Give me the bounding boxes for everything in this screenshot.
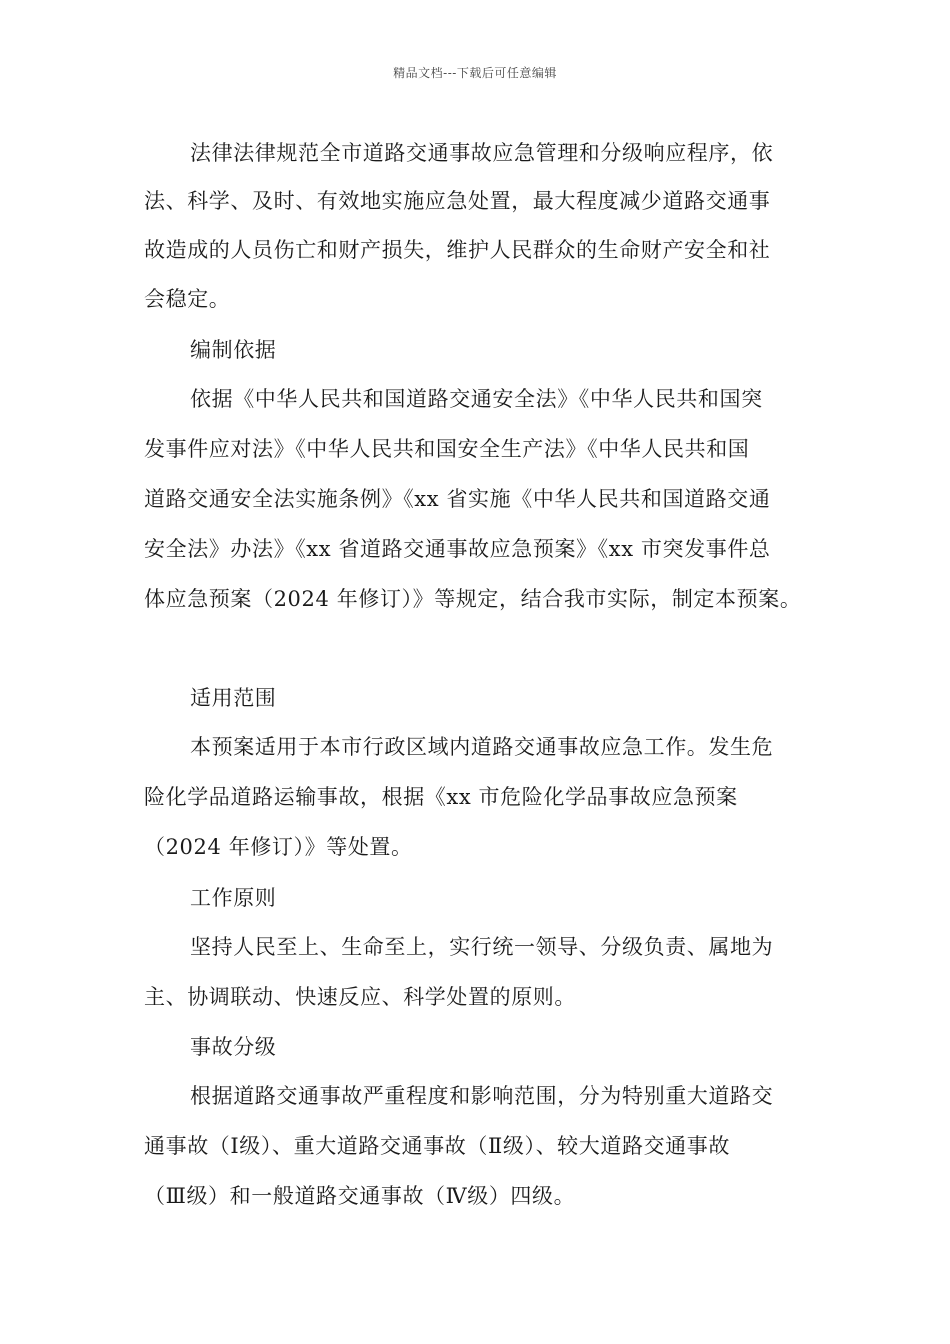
body-line: 法律法律规范全市道路交通事故应急管理和分级响应程序，依 xyxy=(190,141,774,165)
section-heading: 事故分级 xyxy=(190,1035,277,1059)
body-line: 通事故（Ⅰ级）、重大道路交通事故（Ⅱ级）、较大道路交通事故 xyxy=(144,1134,730,1158)
body-line: 道路交通安全法实施条例》《xx 省实施《中华人民共和国道路交通 xyxy=(144,487,771,511)
body-line: 会稳定。 xyxy=(144,287,231,311)
body-line: 发事件应对法》《中华人民共和国安全生产法》《中华人民共和国 xyxy=(144,437,750,461)
section-heading: 工作原则 xyxy=(190,886,277,910)
body-line: 故造成的人员伤亡和财产损失，维护人民群众的生命财产安全和社 xyxy=(144,238,771,262)
body-line: （Ⅲ级）和一般道路交通事故（Ⅳ级）四级。 xyxy=(144,1184,576,1208)
body-line: 根据道路交通事故严重程度和影响范围，分为特别重大道路交 xyxy=(190,1084,774,1108)
section-heading: 适用范围 xyxy=(190,686,277,710)
body-line: 本预案适用于本市行政区域内道路交通事故应急工作。发生危 xyxy=(190,735,774,759)
body-line: （2024 年修订）》等处置。 xyxy=(144,835,413,859)
body-line: 安全法》办法》《xx 省道路交通事故应急预案》《xx 市突发事件总 xyxy=(144,537,771,561)
body-line: 主、协调联动、快速反应、科学处置的原则。 xyxy=(144,985,576,1009)
body-line: 体应急预案（2024 年修订）》等规定，结合我市实际，制定本预案。 xyxy=(144,587,802,611)
body-line: 法、科学、及时、有效地实施应急处置，最大程度减少道路交通事 xyxy=(144,189,771,213)
body-line: 坚持人民至上、生命至上，实行统一领导、分级负责、属地为 xyxy=(190,935,774,959)
section-heading: 编制依据 xyxy=(190,338,277,362)
body-line: 险化学品道路运输事故，根据《xx 市危险化学品事故应急预案 xyxy=(144,785,738,809)
body-line: 依据《中华人民共和国道路交通安全法》《中华人民共和国突 xyxy=(190,387,763,411)
page-header: 精品文档---下载后可任意编辑 xyxy=(393,66,557,80)
